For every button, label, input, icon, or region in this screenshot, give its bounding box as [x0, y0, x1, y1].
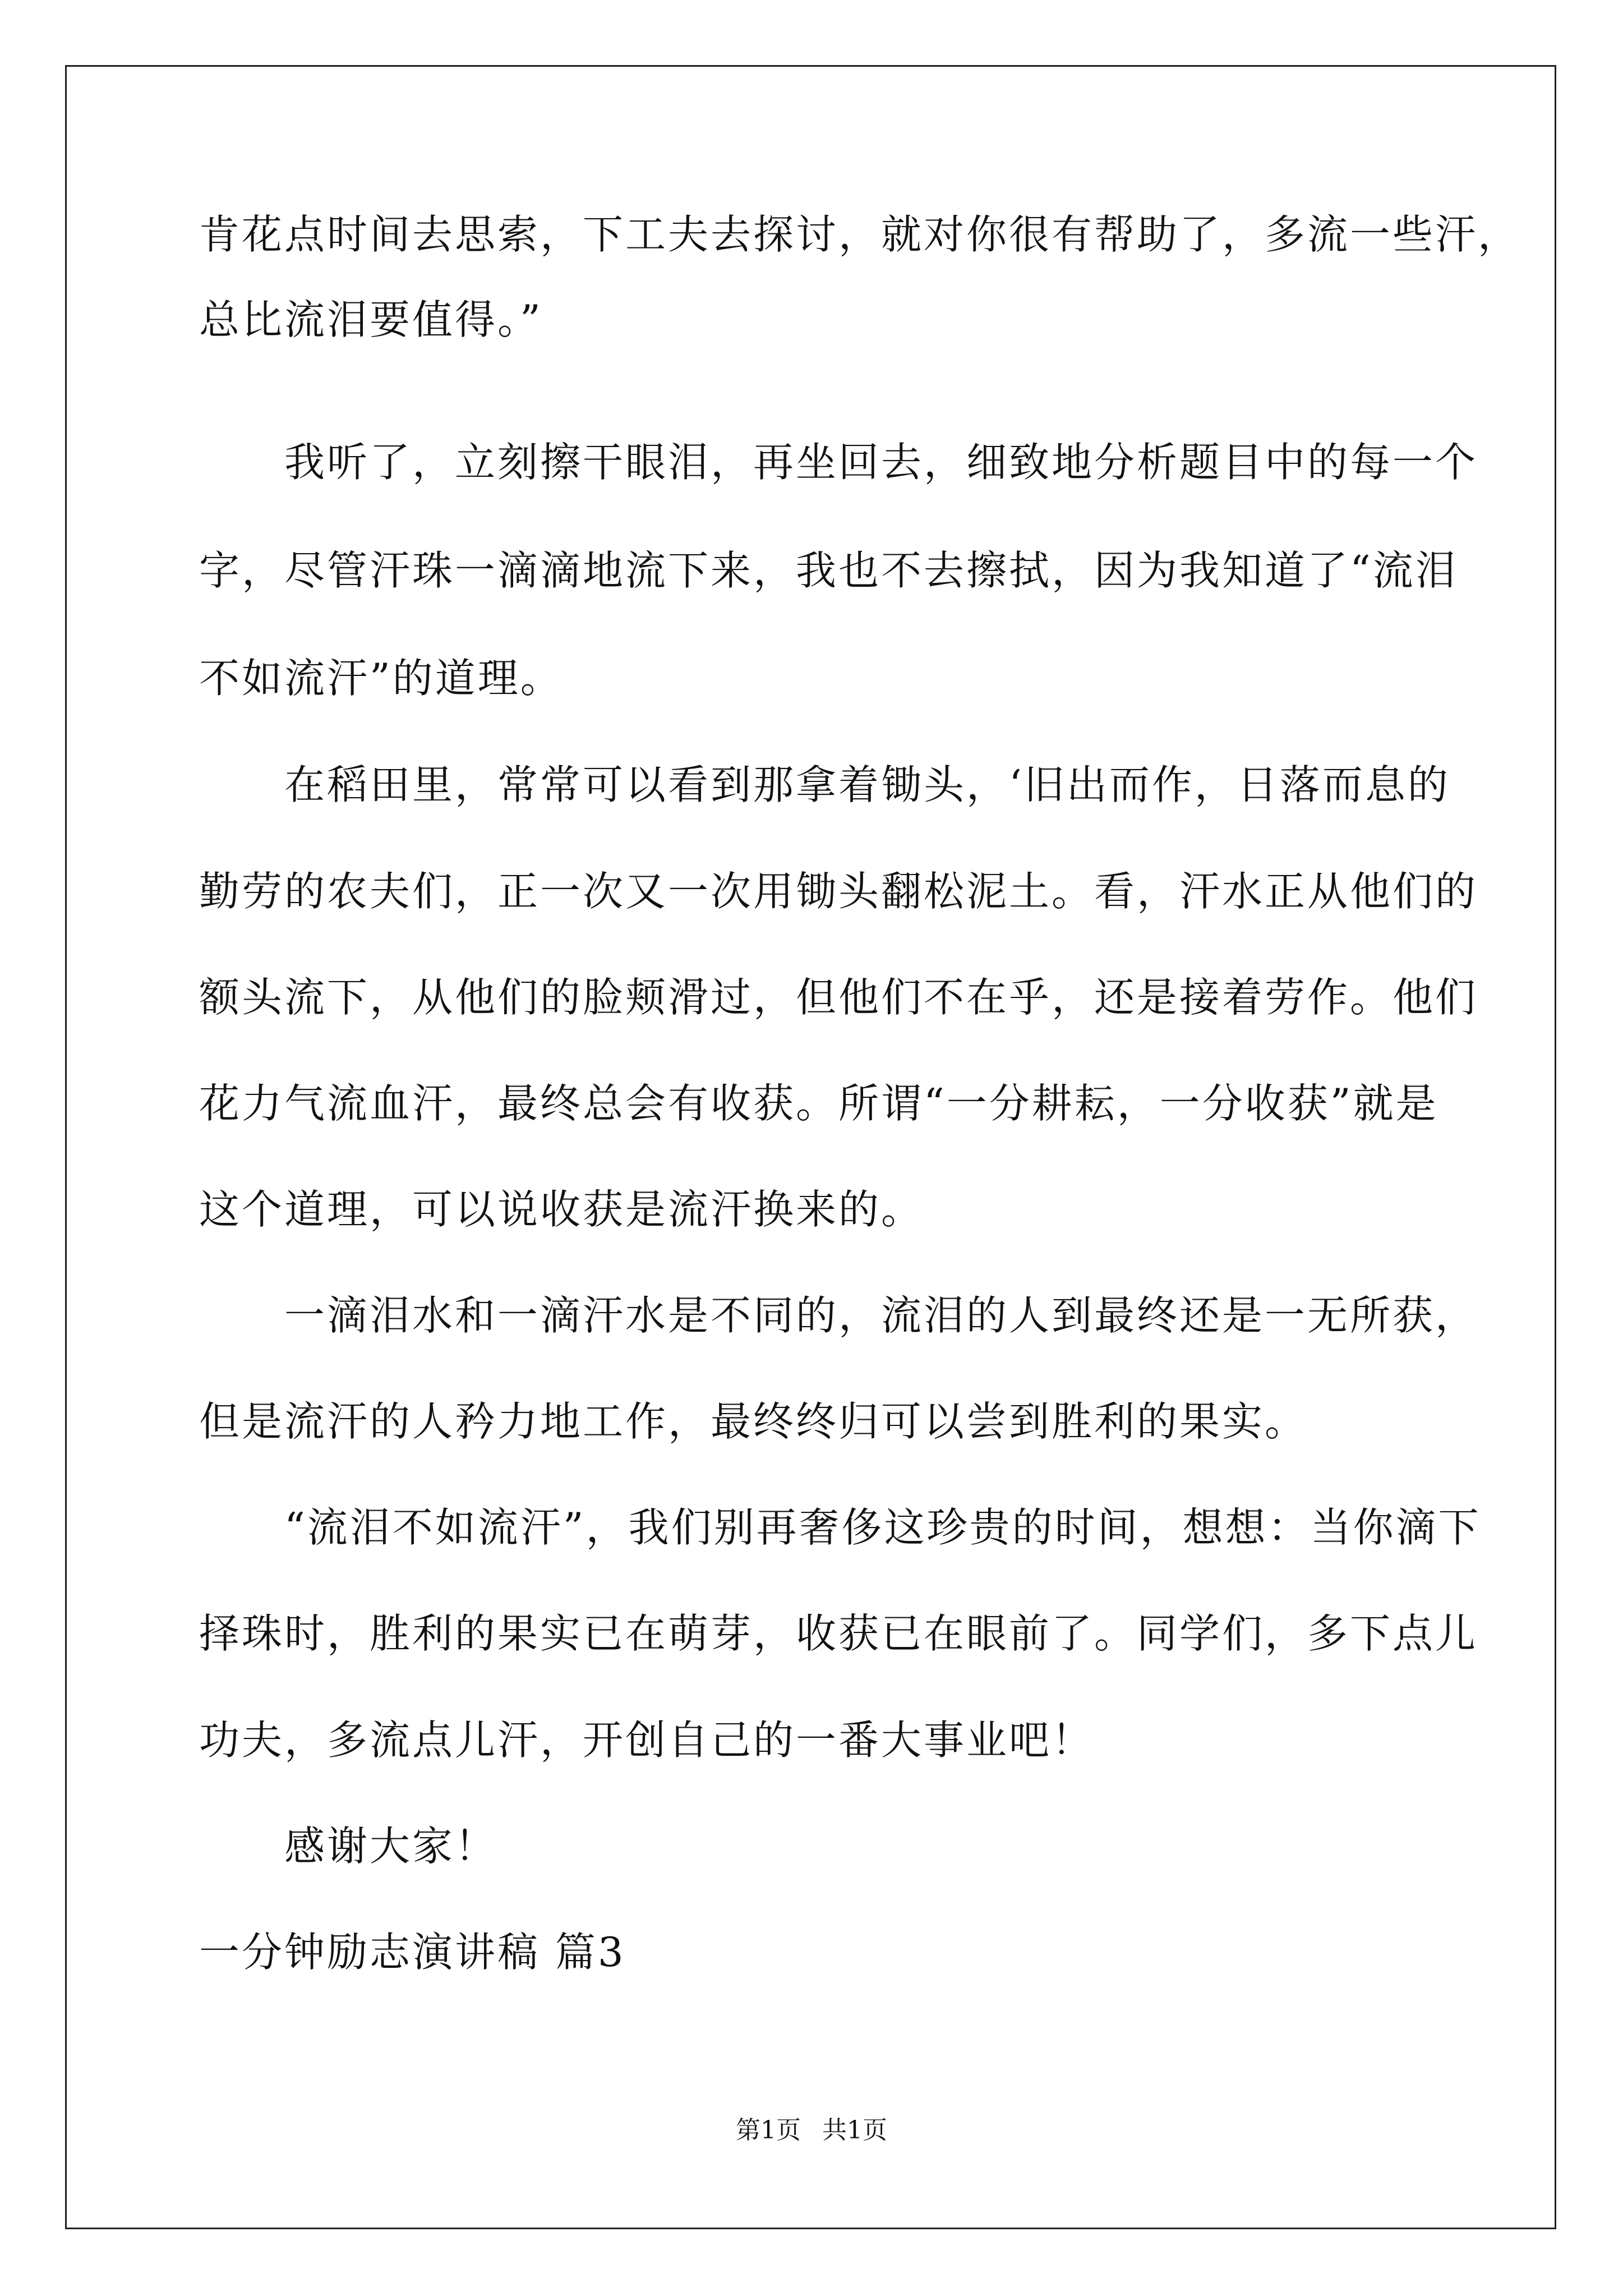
text-line-7: 勤劳的农夫们，正一次又一次用锄头翻松泥土。看，汗水正从他们的	[199, 868, 1478, 915]
text-line-10: 这个道理，可以说收获是流汗换来的。	[199, 1186, 924, 1233]
text-line-2: 总比流泪要值得。”	[199, 296, 543, 343]
page-number: 第1页	[736, 2116, 801, 2145]
text-line-11: 一滴泪水和一滴汗水是不同的，流泪的人到最终还是一无所获，	[199, 1292, 1478, 1339]
text-line-4: 字，尽管汗珠一滴滴地流下来，我也不去擦拭，因为我知道了“流泪	[199, 547, 1458, 594]
text-line-8: 额头流下，从他们的脸颊滑过，但他们不在乎，还是接着劳作。他们	[199, 974, 1478, 1021]
text-line-5: 不如流汗”的道理。	[199, 655, 563, 702]
text-line-13: “流泪不如流汗”，我们别再奢侈这珍贵的时间，想想：当你滴下	[199, 1504, 1481, 1551]
text-line-12: 但是流汗的人矜力地工作，最终终归可以尝到胜利的果实。	[199, 1398, 1308, 1445]
page-border	[65, 65, 1556, 2229]
text-line-14: 择珠时，胜利的果实已在萌芽，收获已在眼前了。同学们，多下点儿	[199, 1610, 1478, 1657]
text-line-9: 花力气流血汗，最终总会有收获。所谓“一分耕耘，一分收获”就是	[199, 1080, 1438, 1127]
text-line-6: 在稻田里，常常可以看到那拿着锄头，‘旧出而作，日落而息的	[199, 761, 1450, 808]
page-total: 共1页	[822, 2116, 887, 2145]
text-line-16: 感谢大家！	[199, 1823, 498, 1870]
text-line-3: 我听了，立刻擦干眼泪，再坐回去，细致地分析题目中的每一个	[199, 439, 1478, 486]
text-line-1: 肯花点时间去思索，下工夫去探讨，就对你很有帮助了，多流一些汗，	[199, 211, 1521, 258]
text-line-15: 功夫，多流点儿汗，开创自己的一番大事业吧！	[199, 1717, 1095, 1764]
section-heading: 一分钟励志演讲稿 篇3	[199, 1929, 626, 1976]
page-footer	[0, 2114, 1623, 2147]
